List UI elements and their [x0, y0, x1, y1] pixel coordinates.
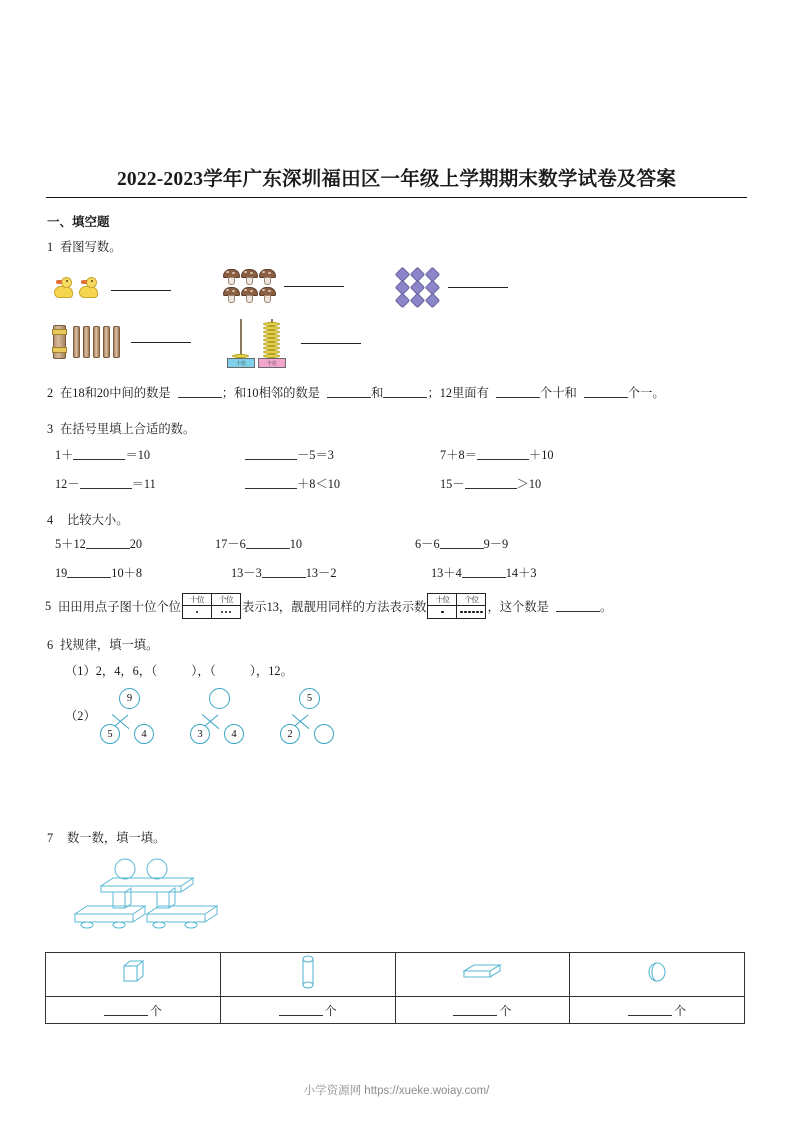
- equation-right: ＋8＜10: [297, 477, 341, 491]
- shape-count-cell-cuboid: [395, 997, 570, 1024]
- pv2-tens-header: 十位: [428, 594, 457, 606]
- question-5-text: [45, 593, 748, 619]
- place-value-table-2: [427, 593, 486, 619]
- abacus-ones-label: 个位: [258, 358, 286, 368]
- comparison: [55, 563, 215, 581]
- q5-text-2: 表示13，靓靓用同样的方法表示数: [241, 600, 427, 614]
- question-7-text: 数一数，填一填。: [67, 831, 166, 845]
- q2-blank-2[interactable]: [327, 387, 371, 398]
- unit-label-sphere: 个: [674, 1003, 687, 1018]
- comparison-right: 14＋3: [505, 566, 537, 580]
- q2-blank-3[interactable]: [383, 387, 427, 398]
- equation-right: ＝10: [125, 448, 151, 462]
- comparison-blank[interactable]: [246, 538, 290, 549]
- q6-seq-text-1: （1）2，4，6，（: [65, 664, 158, 678]
- equation-right: ＝11: [131, 477, 156, 491]
- comparison: [415, 534, 748, 552]
- tree3-left-node[interactable]: 2: [280, 724, 300, 744]
- question-7-header: [47, 828, 748, 846]
- pv2-ones-header: 个位: [457, 594, 486, 606]
- answer-line-mushrooms[interactable]: [284, 286, 344, 287]
- comparison-left: 5＋12: [55, 537, 86, 551]
- stick-icon: [113, 326, 120, 358]
- unit-label-cube: 个: [149, 1003, 162, 1018]
- question-3-number: 3: [47, 422, 54, 436]
- mushroom-icon: [223, 287, 240, 303]
- shape-count-blank-cylinder[interactable]: [279, 1005, 323, 1016]
- question-3-header: [47, 419, 748, 437]
- comparison-right: 13－2: [305, 566, 337, 580]
- comparison-right: 10＋8: [111, 566, 143, 580]
- footer-watermark: 小学资源网 https://xueke.woiay.com/: [303, 1085, 490, 1097]
- tree3-top-node[interactable]: 5: [299, 688, 320, 709]
- equation-left: 12－: [55, 477, 80, 491]
- tree1-top-node[interactable]: 9: [119, 688, 140, 709]
- q2-text-4: ；12里面有: [427, 386, 489, 400]
- equation-blank[interactable]: [245, 449, 297, 460]
- comparison: [215, 534, 415, 552]
- answer-line-abacus[interactable]: [301, 343, 361, 344]
- comparison-left: 19: [55, 566, 68, 580]
- q2-text-5: 个十和: [539, 386, 577, 400]
- question-2-text: [47, 383, 748, 401]
- tree1-left-node[interactable]: 5: [100, 724, 120, 744]
- shape-count-cell-cylinder: [220, 997, 395, 1024]
- equation-left: 7＋8＝: [440, 448, 477, 462]
- shape-count-blank-cuboid[interactable]: [453, 1005, 497, 1016]
- unit-label-cuboid: 个: [499, 1003, 512, 1018]
- equation: [440, 474, 748, 492]
- question-1-text: 看图写数。: [60, 240, 122, 254]
- picture-abacus: [227, 318, 361, 368]
- mushroom-icon: [241, 287, 258, 303]
- question-6-number: 6: [47, 638, 54, 652]
- tree2-right-node[interactable]: 4: [224, 724, 244, 744]
- q5-text-3: ，这个数是: [487, 600, 549, 614]
- comparison-left: 6－6: [415, 537, 440, 551]
- question-5: [45, 593, 748, 619]
- equation: [245, 474, 440, 492]
- question-6-sequence: [65, 661, 748, 679]
- shape-count-cell-sphere: [570, 997, 745, 1024]
- picture-sticks: [53, 325, 191, 359]
- comparison: [431, 563, 748, 581]
- question-6: [45, 635, 748, 750]
- duck-icon: [78, 277, 103, 303]
- comparison-left: 17－6: [215, 537, 246, 551]
- abacus-tens-label: 十位: [227, 358, 255, 368]
- pv1-tens-dots: [182, 606, 211, 619]
- equation: [55, 474, 245, 492]
- equation-left: 15－: [440, 477, 465, 491]
- answer-line-diamonds[interactable]: [448, 287, 508, 288]
- mushroom-icon: [241, 269, 258, 285]
- diamond-grid: [397, 269, 440, 306]
- q5-answer-blank[interactable]: [556, 601, 600, 612]
- equation: [245, 445, 440, 463]
- equation-blank[interactable]: [245, 478, 297, 489]
- question-6-header: [47, 635, 748, 653]
- q5-text-1: 田田用点子图十位个位: [58, 600, 181, 614]
- question-7-number: 7: [47, 831, 54, 845]
- question-3-text: 在括号里填上合适的数。: [60, 422, 196, 436]
- q2-text-6: 个一。: [627, 386, 665, 400]
- abacus-icon: [227, 318, 293, 368]
- unit-label-cylinder: 个: [324, 1003, 337, 1018]
- comparison-blank[interactable]: [440, 538, 484, 549]
- q2-text-3: 和: [371, 386, 384, 400]
- mushroom-icon: [223, 269, 240, 285]
- question-2-number: 2: [47, 386, 54, 400]
- pv2-ones-dots: [457, 606, 486, 619]
- comparison-left: 13－3: [231, 566, 262, 580]
- pv1-tens-header: 十位: [182, 594, 211, 606]
- tree1-right-node[interactable]: 4: [134, 724, 154, 744]
- question-3: [45, 419, 748, 492]
- equation: [440, 445, 748, 463]
- comparison-blank[interactable]: [462, 567, 506, 578]
- pv1-ones-header: 个位: [211, 594, 240, 606]
- question-4-number: 4: [47, 513, 54, 527]
- question-4-comparisons: [55, 534, 748, 581]
- shape-count-blank-sphere[interactable]: [628, 1005, 672, 1016]
- comparison-left: 13＋4: [431, 566, 462, 580]
- q2-blank-1[interactable]: [178, 387, 222, 398]
- comparison: [231, 563, 415, 581]
- q2-blank-4[interactable]: [496, 387, 540, 398]
- diamond-icon: [425, 293, 441, 309]
- number-tree-2: [180, 688, 260, 746]
- equation-blank[interactable]: [465, 478, 517, 489]
- equation-right: ＞10: [516, 477, 542, 491]
- question-1-number: 1: [47, 240, 54, 254]
- question-6-text: 找规律，填一填。: [60, 638, 159, 652]
- question-1-header: [47, 237, 748, 255]
- page-title: 2022-2023学年广东深圳福田区一年级上学期期末数学试卷及答案: [116, 169, 677, 190]
- diamond-icon: [395, 293, 411, 309]
- picture-ducks: [53, 277, 171, 303]
- shape-icon-row: [46, 953, 745, 997]
- stick-icon: [93, 326, 100, 358]
- equation-blank[interactable]: [73, 449, 125, 460]
- q2-text-2: ；和10相邻的数是: [221, 386, 321, 400]
- equation-blank[interactable]: [80, 478, 132, 489]
- question-1-pictures: [45, 263, 748, 381]
- question-1: [45, 237, 748, 381]
- shape-count-row: [46, 997, 745, 1024]
- shape-count-blank-cube[interactable]: [104, 1005, 148, 1016]
- picture-diamonds: [397, 269, 508, 306]
- equation-blank[interactable]: [477, 449, 529, 460]
- mushroom-grid: [223, 269, 276, 303]
- diamond-icon: [410, 293, 426, 309]
- comparison-blank[interactable]: [262, 567, 306, 578]
- section-heading-fill-in-blank: 一、填空题: [47, 215, 110, 229]
- comparison-right: 10: [289, 537, 303, 551]
- question-4-text: 比较大小。: [67, 513, 129, 527]
- q2-blank-5[interactable]: [584, 387, 628, 398]
- stick-bundle-icon: [53, 325, 66, 359]
- q5-text-4: 。: [599, 600, 613, 614]
- stick-icon: [103, 326, 110, 358]
- pv1-ones-dots: [211, 606, 240, 619]
- mushroom-icon: [259, 269, 276, 285]
- question-7-figure: [61, 856, 231, 934]
- duck-icon: [53, 277, 78, 303]
- comparison: [55, 534, 215, 552]
- shape-count-table: [45, 952, 745, 1024]
- question-3-equations: [55, 445, 748, 492]
- comparison-right: 20: [129, 537, 143, 551]
- number-tree-3: [270, 688, 350, 746]
- mushroom-icon: [259, 287, 276, 303]
- answer-line-ducks[interactable]: [111, 290, 171, 291]
- pv2-tens-dots: [428, 606, 457, 619]
- tree2-left-node[interactable]: 3: [190, 724, 210, 744]
- question-4: [45, 510, 748, 581]
- stick-icon: [83, 326, 90, 358]
- question-7: [45, 828, 748, 1024]
- equation-right: ＋10: [528, 448, 554, 462]
- q6-part2-label: （2）: [65, 709, 96, 723]
- answer-line-sticks[interactable]: [131, 342, 191, 343]
- number-tree-1: [90, 688, 170, 746]
- cell-cylinder-icon: [220, 953, 395, 997]
- picture-mushrooms: [223, 269, 344, 303]
- stick-icon: [73, 326, 80, 358]
- tree2-top-node[interactable]: [209, 688, 230, 709]
- cell-sphere-icon: [570, 953, 745, 997]
- q2-text-1: 在18和20中间的数是: [60, 386, 171, 400]
- q6-seq-text-3: ），12。: [249, 664, 293, 678]
- equation-left: 1＋: [55, 448, 74, 462]
- place-value-table-1: [182, 593, 241, 619]
- comparison-right: 9－9: [483, 537, 509, 551]
- question-5-number: 5: [45, 598, 52, 613]
- question-2: [45, 383, 748, 401]
- q6-seq-text-2: ），（: [191, 664, 216, 678]
- cell-cuboid-icon: [395, 953, 570, 997]
- question-4-header: [47, 510, 748, 528]
- comparison-blank[interactable]: [67, 567, 111, 578]
- comparison-blank[interactable]: [86, 538, 130, 549]
- title-underline: [46, 197, 747, 198]
- equation: [55, 445, 245, 463]
- cell-cube-icon: [46, 953, 221, 997]
- equation-right: －5＝3: [297, 448, 334, 462]
- shape-count-cell-cube: [46, 997, 221, 1024]
- tree3-right-node[interactable]: [314, 724, 334, 744]
- question-6-number-trees: [65, 688, 748, 750]
